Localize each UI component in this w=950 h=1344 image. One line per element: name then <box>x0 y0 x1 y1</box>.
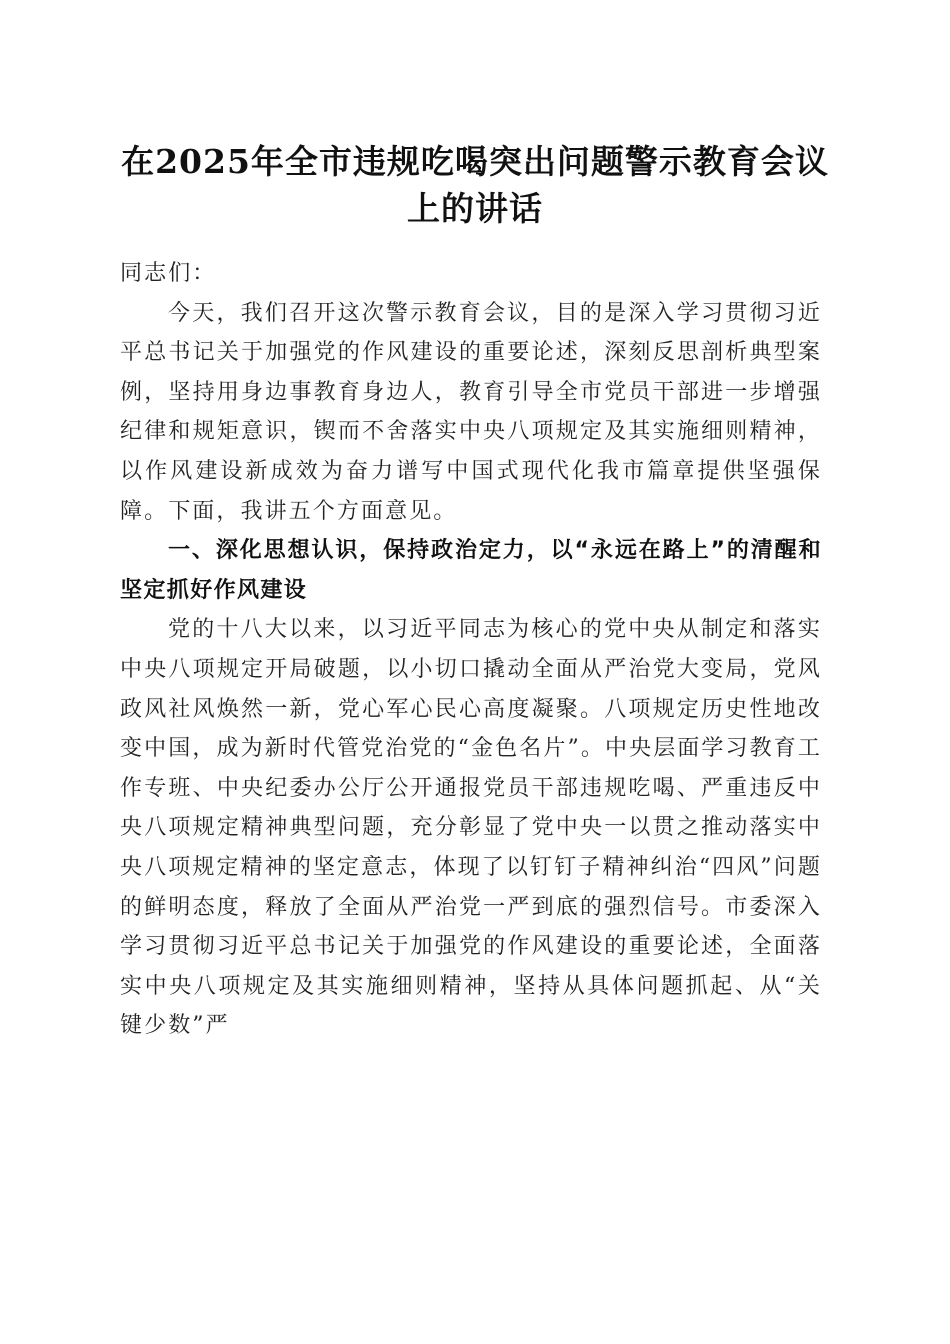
document-title: 在2025年全市违规吃喝突出问题警示教育会议上的讲话 <box>121 142 829 228</box>
salutation: 同志们： <box>120 261 217 286</box>
section-1-paragraph: 党的十八大以来，以习近平同志为核心的党中央从制定和落实中央八项规定开局破题，以小切口撬动全面从严治党大变局，党风政风社风焕然一新，党心军心民心高度凝聚。八项规定历史性地改变中国，成为新时代管党治党的“金色名片”。中央层面学习教育工作专班、中央纪委办公厅公开通报党员干部违规吃喝、严重违反中央八项规定精神典型问题，充分彰显了党中央一以贯之推动落实中央八项规定精神的坚定意志，体现了以钉钉子精神纠治“四风”问题的鲜明态度，释放了全面从严治党一严到底的强烈信号。市委深入学习贯彻习近平总书记关于加强党的作风建设的重要论述，全面落实中央八项规定及其实施细则精神，坚持从具体问题抓起、从“关键少数”严 <box>120 617 822 1039</box>
document-body <box>120 254 822 1046</box>
intro-paragraph: 今天，我们召开这次警示教育会议，目的是深入学习贯彻习近平总书记关于加强党的作风建设的重要论述，深刻反思剖析典型案例，坚持用身边事教育身边人，教育引导全市党员干部进一步增强纪律和规矩意识，锲而不舍落实中央八项规定及其实施细则精神，以作风建设新成效为奋力谱写中国式现代化我市篇章提供坚强保障。下面，我讲五个方面意见。 <box>120 300 822 524</box>
section-heading-1: 一、深化思想认识，保持政治定力，以“永远在路上”的清醒和坚定抓好作风建设 <box>120 538 822 603</box>
